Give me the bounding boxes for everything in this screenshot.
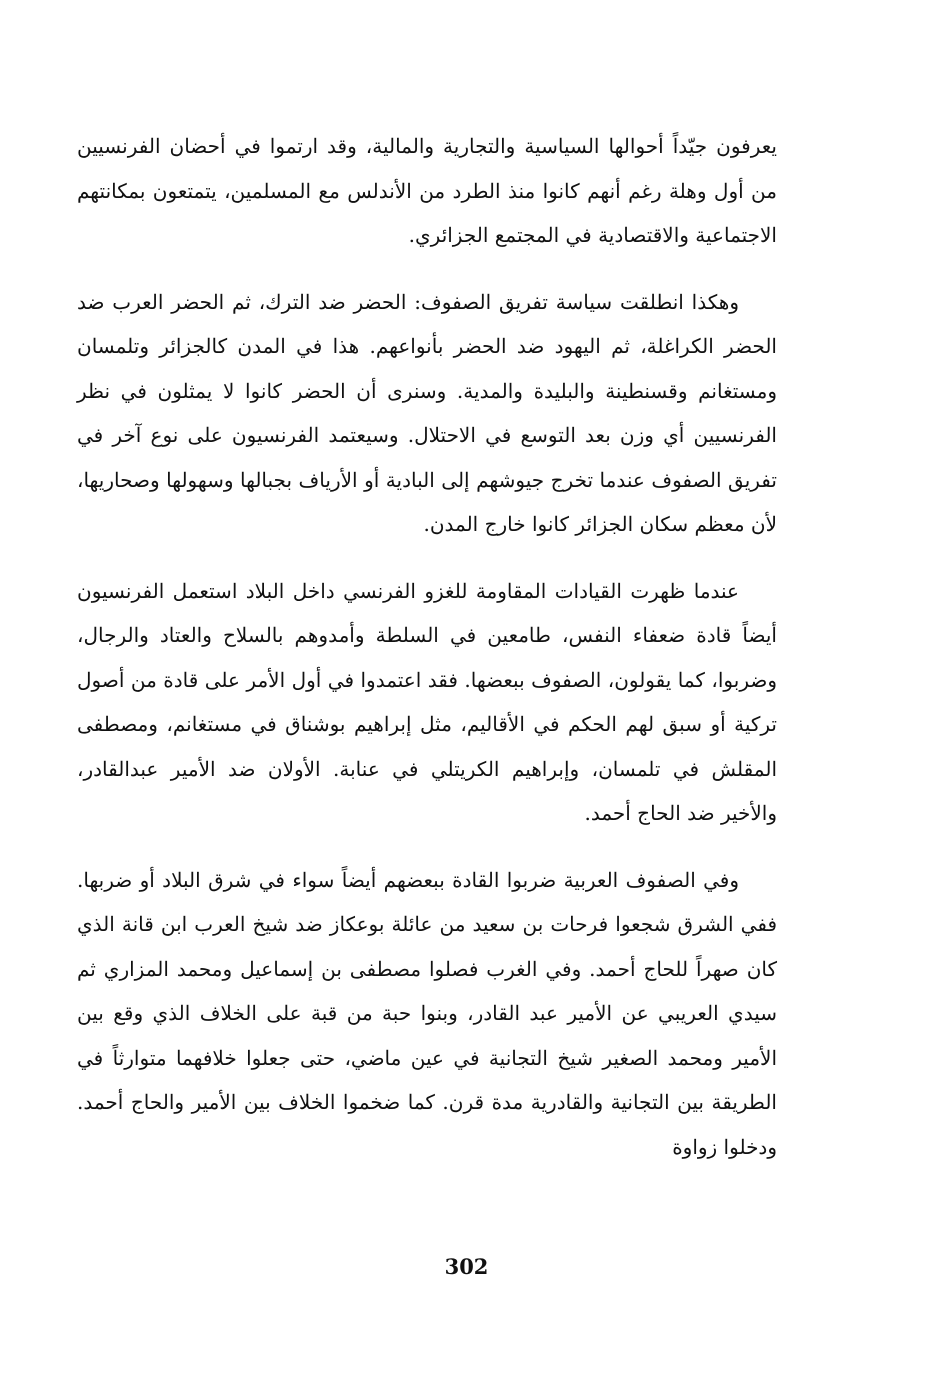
paragraph-gap <box>77 836 777 858</box>
paragraph-4: وفي الصفوف العربية ضربوا القادة ببعضهم أيضاً سواء في شرق البلاد أو ضربها. ففي الشرق شجعوا فرحات بن سعيد من عائلة بوعكاز ضد شيخ العرب ابن قانة الذي كان صهراً للحاج أحمد. وفي الغرب فصلوا مصطفى بن إسماعيل ومحمد المزاري ثم سيدي العريبي عن الأمير عبد القادر، وبنوا حبة من قبة على الخلاف الذي وقع بين الأمير ومحمد الصغير شيخ التجانية في عين ماضي، حتى جعلوا خلافهما متوارثاً في الطريقة بين التجانية والقادرية مدة قرن. كما ضخموا الخلاف بين الأمير والحاج أحمد. ودخلوا زواوة <box>77 867 777 1159</box>
page-number: 302 <box>444 1254 489 1279</box>
paragraph-3: عندما ظهرت القيادات المقاومة للغزو الفرنسي داخل البلاد استعمل الفرنسيون أيضاً قادة ضعفاء النفس، طامعين في السلطة وأمدوهم بالسلاح والعتاد والرجال، وضربوا، كما يقولون، الصفوف ببعضها. فقد اعتمدوا في أول الأمر على قادة من أصول تركية أو سبق لهم الحكم في الأقاليم، مثل إبراهيم بوشناق في مستغانم، ومصطفى المقلش في تلمسان، وإبراهيم الكريتلي في عنابة. الأولان ضد الأمير عبدالقادر، والأخير ضد الحاج أحمد. <box>77 578 777 825</box>
paragraph-gap <box>77 258 777 280</box>
paragraph-gap <box>77 547 777 569</box>
paragraph-1: يعرفون جيّداً أحوالها السياسية والتجارية والمالية، وقد ارتموا في أحضان الفرنسيين من أول وهلة رغم أنهم كانوا منذ الطرد من الأندلس مع المسلمين، يتمتعون بمكانتهم الاجتماعية والاقتصادية في المجتمع الجزائري. <box>77 134 777 247</box>
paragraph-2: وهكذا انطلقت سياسة تفريق الصفوف: الحضر ضد الترك، ثم الحضر العرب ضد الحضر الكراغلة، ثم اليهود ضد الحضر بأنواعهم. هذا في المدن كالجزائر وتلمسان ومستغانم وقسنطينة والبليدة والمدية. وسنرى أن الحضر كانوا لا يمثلون في نظر الفرنسيين أي وزن بعد التوسع في الاحتلال. وسيعتمد الفرنسيون على نوع آخر في تفريق الصفوف عندما تخرج جيوشهم إلى البادية أو الأرياف بجبالها وسهولها وصحاريها، لأن معظم سكان الجزائر كانوا خارج المدن. <box>77 289 777 536</box>
body-text <box>77 124 777 1169</box>
